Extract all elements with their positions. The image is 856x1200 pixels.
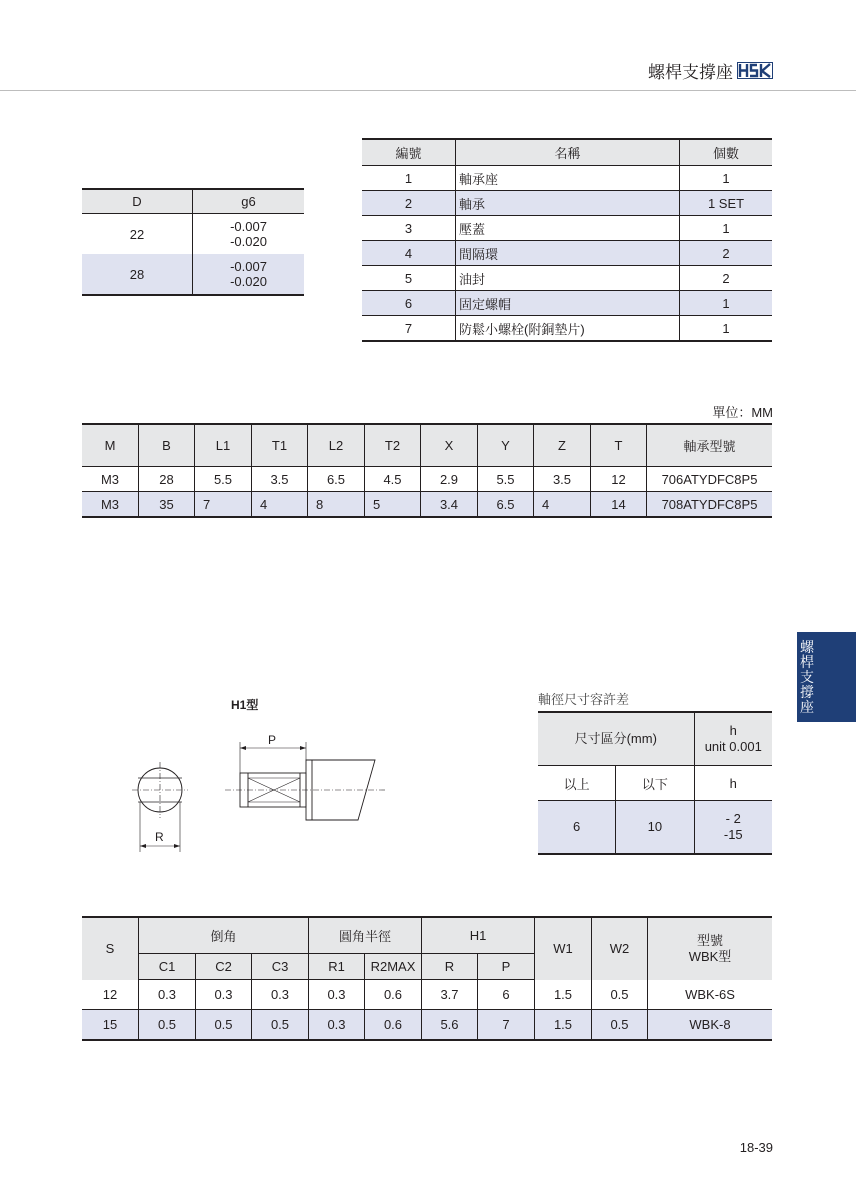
unit-label: 單位：MM — [712, 405, 773, 420]
cell: 6.5 — [308, 467, 365, 492]
table-row — [362, 191, 772, 216]
header-w1: W1 — [535, 917, 592, 980]
cell-d: 22 — [129, 226, 145, 242]
cell-above: 6 — [538, 801, 616, 855]
subheader-c2: C2 — [196, 954, 252, 980]
cell-name: 防鬆小螺栓(附銅墊片) — [456, 316, 680, 342]
cell: 3.5 — [252, 467, 308, 492]
table-row — [82, 254, 304, 295]
header-b: B — [139, 424, 195, 467]
cell: 0.5 — [592, 980, 648, 1010]
g6-upper: -0.007 — [230, 259, 267, 274]
cell: 5.5 — [478, 467, 534, 492]
cell-no: 5 — [362, 266, 456, 291]
header-w2: W2 — [592, 917, 648, 980]
header-z: Z — [534, 424, 591, 467]
header-x: X — [421, 424, 478, 467]
subheader-c1: C1 — [139, 954, 196, 980]
cell: WBK-6S — [648, 980, 773, 1010]
cell-name: 固定螺帽 — [456, 291, 680, 316]
header-h-unit: unit 0.001 — [704, 739, 762, 754]
cell: WBK-8 — [648, 1010, 773, 1041]
parts-table — [362, 138, 772, 342]
table-row — [82, 492, 772, 518]
table-header-row — [362, 139, 772, 166]
table-header-row — [82, 189, 304, 214]
cell: 0.5 — [252, 1010, 309, 1041]
cell-qty: 2 — [680, 266, 773, 291]
cell: 3.7 — [422, 980, 478, 1010]
cell: 2.9 — [421, 467, 478, 492]
subheader-c3: C3 — [252, 954, 309, 980]
h1-shaft-diagram — [130, 730, 390, 855]
cell: 7 — [478, 1010, 535, 1041]
cell-qty: 1 — [680, 316, 773, 342]
hsk-logo-icon — [737, 62, 773, 79]
subheader-p: P — [478, 954, 535, 980]
tolerance-table — [538, 711, 772, 855]
h-lower: -15 — [723, 827, 743, 842]
cell: 0.3 — [252, 980, 309, 1010]
subheader-above: 以上 — [538, 766, 616, 801]
header-no: 編號 — [362, 139, 456, 166]
tolerance-title: 軸徑尺寸容許差 — [538, 692, 630, 707]
header-h1: H1 — [422, 917, 535, 954]
cell: 0.6 — [365, 980, 422, 1010]
cell: 8 — [308, 492, 365, 518]
subheader-below: 以下 — [616, 766, 694, 801]
cell-no: 3 — [362, 216, 456, 241]
cell-qty: 2 — [680, 241, 773, 266]
table-row — [362, 241, 772, 266]
h-upper: - 2 — [725, 811, 741, 826]
cell-d: 28 — [82, 254, 193, 295]
cell-g6 — [193, 254, 305, 295]
header-t1: T1 — [252, 424, 308, 467]
table-row — [82, 1010, 772, 1041]
table-header-row — [82, 424, 772, 467]
page-header — [648, 58, 773, 83]
table-row — [362, 216, 772, 241]
cell: 4 — [252, 492, 308, 518]
cell: 7 — [195, 492, 252, 518]
header-bearing-model: 軸承型號 — [647, 424, 773, 467]
cell: 6 — [478, 980, 535, 1010]
table-row — [82, 980, 772, 1010]
header-l1: L1 — [195, 424, 252, 467]
header-fillet-radius: 圓角半徑 — [309, 917, 422, 954]
side-tab-label: 螺桿支撐座 — [800, 639, 814, 715]
cell: 0.3 — [196, 980, 252, 1010]
cell: 706ATYDFC8P5 — [647, 467, 773, 492]
header-h-label: h — [729, 723, 737, 738]
subheader-r: R — [422, 954, 478, 980]
cell-no: 6 — [362, 291, 456, 316]
cell: 0.3 — [139, 980, 196, 1010]
dimension-label-p: P — [268, 733, 277, 747]
cell: 35 — [139, 492, 195, 518]
cell: 3.4 — [421, 492, 478, 518]
cell: 12 — [82, 980, 139, 1010]
table-row — [362, 316, 772, 342]
cell: 5.5 — [195, 467, 252, 492]
cell: 708ATYDFC8P5 — [647, 492, 773, 518]
cell-g6 — [193, 214, 305, 255]
header-d: D — [82, 189, 193, 214]
cell-no: 1 — [362, 166, 456, 191]
cell-name: 軸承 — [456, 191, 680, 216]
cell: 5.6 — [422, 1010, 478, 1041]
cell-name: 軸承座 — [456, 166, 680, 191]
table-row — [362, 291, 772, 316]
cell-no: 7 — [362, 316, 456, 342]
table-row — [538, 801, 772, 855]
g6-lower: -0.020 — [230, 274, 267, 289]
table-row — [362, 266, 772, 291]
shaft-g6-table — [82, 188, 304, 296]
cell: 0.5 — [196, 1010, 252, 1041]
header-h — [694, 712, 772, 766]
cell: 1.5 — [535, 1010, 592, 1041]
cell-below: 10 — [616, 801, 694, 855]
dimension-label-r: R — [155, 830, 164, 844]
header-t2: T2 — [365, 424, 421, 467]
cell: 0.3 — [309, 980, 365, 1010]
subheader-r2max: R2MAX — [365, 954, 422, 980]
header-size-range: 尺寸區分(mm) — [538, 712, 694, 766]
cell: 6.5 — [478, 492, 534, 518]
cell-qty: 1 SET — [680, 191, 773, 216]
header-divider — [0, 90, 856, 91]
header-title: 螺桿支撐座 — [648, 63, 733, 82]
cell-name: 油封 — [456, 266, 680, 291]
subheader-r1: R1 — [309, 954, 365, 980]
header-s: S — [82, 917, 139, 980]
cell: 1.5 — [535, 980, 592, 1010]
cell-qty: 1 — [680, 291, 773, 316]
cell: 0.5 — [139, 1010, 196, 1041]
cell: 0.5 — [592, 1010, 648, 1041]
cell-qty: 1 — [680, 166, 773, 191]
header-name: 名稱 — [456, 139, 680, 166]
cell: M3 — [82, 467, 139, 492]
wbk-chamfer-table — [82, 916, 772, 1041]
cell: 12 — [591, 467, 647, 492]
cell: M3 — [82, 492, 139, 518]
cell: 14 — [591, 492, 647, 518]
diagram-title: H1型 — [231, 698, 259, 712]
cell: 0.3 — [309, 1010, 365, 1041]
g6-upper: -0.007 — [230, 219, 267, 234]
dimensions-table — [82, 423, 772, 518]
header-model-sub: WBK型 — [688, 948, 732, 964]
cell-h — [694, 801, 772, 855]
header-model — [648, 917, 773, 980]
header-t: T — [591, 424, 647, 467]
cell-name: 間隔環 — [456, 241, 680, 266]
header-chamfer: 倒角 — [139, 917, 309, 954]
section-side-tab[interactable] — [797, 632, 856, 722]
table-subheader-row — [538, 766, 772, 801]
table-row — [82, 467, 772, 492]
header-m: M — [82, 424, 139, 467]
table-row — [82, 214, 304, 255]
header-model-label: 型號 — [696, 932, 723, 948]
cell-no: 4 — [362, 241, 456, 266]
cell: 0.6 — [365, 1010, 422, 1041]
subheader-h: h — [694, 766, 772, 801]
cell-no: 2 — [362, 191, 456, 216]
header-g6: g6 — [193, 189, 305, 214]
cell-qty: 1 — [680, 216, 773, 241]
cell: 5 — [365, 492, 421, 518]
cell: 4 — [534, 492, 591, 518]
cell: 15 — [82, 1010, 139, 1041]
table-row — [362, 166, 772, 191]
cell: 3.5 — [534, 467, 591, 492]
cell: 4.5 — [365, 467, 421, 492]
table-header-row — [538, 712, 772, 766]
header-l2: L2 — [308, 424, 365, 467]
brand-logo — [737, 62, 773, 79]
header-y: Y — [478, 424, 534, 467]
g6-lower: -0.020 — [230, 234, 267, 249]
header-qty: 個數 — [680, 139, 773, 166]
page-number: 18-39 — [739, 1140, 773, 1155]
cell: 28 — [139, 467, 195, 492]
cell-name: 壓蓋 — [456, 216, 680, 241]
table-header-row — [82, 917, 772, 954]
